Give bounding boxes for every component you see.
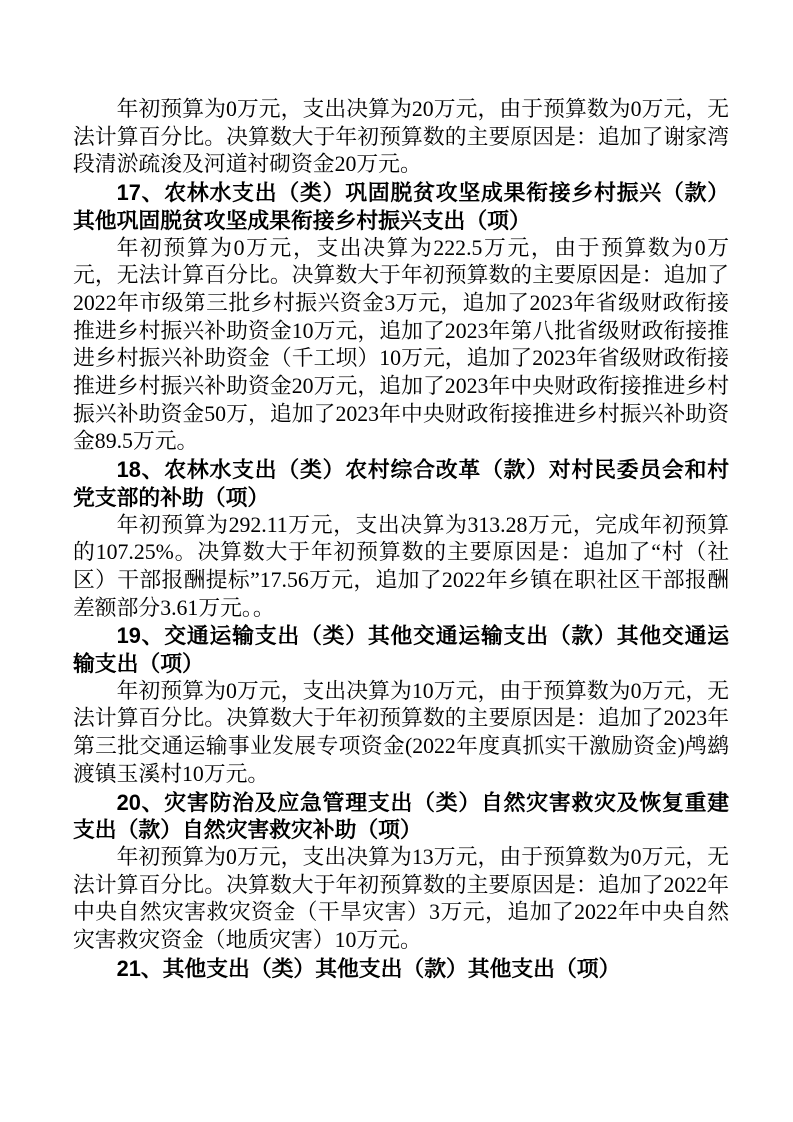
body-paragraph: 年初预算为0万元，支出决算为222.5万元，由于预算数为0万元，无法计算百分比。决算数大于年初预算数的主要原因是：追加了2022年市级第三批乡村振兴资金3万元，追加了2023年省级财政衔接推进乡村振兴补助资金10万元，追加了2023年第八批省级财政衔接推进乡村振兴补助资金（千工坝）10万元，追加了2023年省级财政衔接推进乡村振兴补助资金20万元，追加了2023年中央财政衔接推进乡村振兴补助资金50万，追加了2023年中央财政衔接推进乡村振兴补助资金89.5万元。 xyxy=(73,235,729,454)
budget-item-heading: 18、农林水支出（类）农村综合改革（款）对村民委员会和村党支部的补助（项） xyxy=(73,457,729,510)
budget-item-heading: 19、交通运输支出（类）其他交通运输支出（款）其他交通运输支出（项） xyxy=(73,623,729,677)
body-paragraph: 年初预算为0万元，支出决算为20万元，由于预算数为0万元，无法计算百分比。决算数大于年初预算数的主要原因是：追加了谢家湾段清淤疏浚及河道衬砌资金20万元。 xyxy=(73,97,729,177)
body-paragraph: 年初预算为0万元，支出决算为13万元，由于预算数为0万元，无法计算百分比。决算数大于年初预算数的主要原因是：追加了2022年中央自然灾害救灾资金（干旱灾害）3万元，追加了2022年中央自然灾害救灾资金（地质灾害）10万元。 xyxy=(73,844,729,953)
budget-item-heading: 21、其他支出（类）其他支出（款）其他支出（项） xyxy=(116,955,621,981)
body-paragraph: 年初预算为0万元，支出决算为10万元，由于预算数为0万元，无法计算百分比。决算数大于年初预算数的主要原因是：追加了2023年第三批交通运输事业发展专项资金(2022年度真抓实干激励资金)鸬鹚渡镇玉溪村10万元。 xyxy=(73,678,729,786)
body-paragraph: 年初预算为292.11万元，支出决算为313.28万元，完成年初预算的107.25%。决算数大于年初预算数的主要原因是：追加了“村（社区）干部报酬提标”17.56万元，追加了2022年乡镇在职社区干部报酬差额部分3.61万元。。 xyxy=(73,512,729,620)
budget-item-heading: 20、灾害防治及应急管理支出（类）自然灾害救灾及恢复重建支出（款）自然灾害救灾补助（项） xyxy=(73,789,729,843)
text-block xyxy=(73,96,729,983)
budget-item-heading: 17、农林水支出（类）巩固脱贫攻坚成果衔接乡村振兴（款）其他巩固脱贫攻坚成果衔接乡村振兴支出（项） xyxy=(73,180,729,233)
